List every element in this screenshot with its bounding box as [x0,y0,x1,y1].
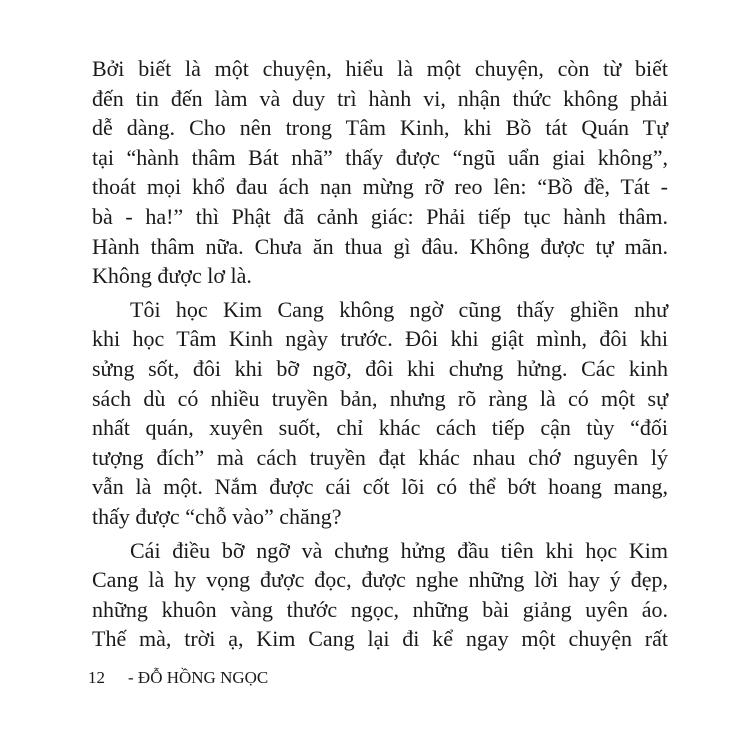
text-line: Cang là hy vọng được đọc, được nghe những lời hay ý đẹp, [92,567,668,593]
paragraph-2 [92,295,668,532]
text-line: tượng đích” mà cách truyền đạt khác nhau chớ nguyên lý [92,444,668,470]
text-line: sách dù có nhiều truyền bản, nhưng rõ ràng là có một sự [92,385,668,411]
paragraph-3 [92,536,668,654]
text-line: dễ dàng. Cho nên trong Tâm Kinh, khi Bồ tát Quán Tự [92,115,668,141]
text-line: Không được lơ là. [92,263,252,289]
text-line: khi học Tâm Kinh ngày trước. Đôi khi giật mình, đôi khi [92,326,668,352]
author-name: - ĐỖ HỒNG NGỌC [128,668,269,687]
text-line: Thế mà, trời ạ, Kim Cang lại đi kể ngay một chuyện rất [92,626,668,652]
text-line: thấy được “chỗ vào” chăng? [92,503,342,529]
text-line: sửng sốt, đôi khi bỡ ngỡ, đôi khi chưng hửng. Các kinh [92,355,668,381]
text-line: Hành thâm nữa. Chưa ăn thua gì đâu. Không được tự mãn. [92,233,668,259]
text-line: tại “hành thâm Bát nhã” thấy được “ngũ uẩn giai không”, [92,144,668,170]
text-line: Tôi học Kim Cang không ngờ cũng thấy ghiền như [130,296,668,322]
text-line: những khuôn vàng thước ngọc, những bài giảng uyên áo. [92,596,668,622]
page-body [92,54,668,658]
paragraph-1 [92,54,668,291]
text-line: Bởi biết là một chuyện, hiểu là một chuyện, còn từ biết [92,56,668,81]
page-number: 12 [88,668,105,687]
text-line: nhất quán, xuyên suốt, chỉ khác cách tiếp cận tùy “đối [92,415,668,441]
text-line: bà - ha!” thì Phật đã cảnh giác: Phải tiếp tục hành thâm. [92,203,668,229]
text-line: thoát mọi khổ đau ách nạn mừng rỡ reo lên: “Bồ đề, Tát - [92,174,668,200]
text-line: Cái điều bỡ ngỡ và chưng hửng đầu tiên khi học Kim [130,537,668,563]
text-line: vẫn là một. Nắm được cái cốt lõi có thể bớt hoang mang, [92,474,668,500]
text-line: đến tin đến làm và duy trì hành vi, nhận thức không phải [92,85,668,111]
page-footer [88,668,268,688]
